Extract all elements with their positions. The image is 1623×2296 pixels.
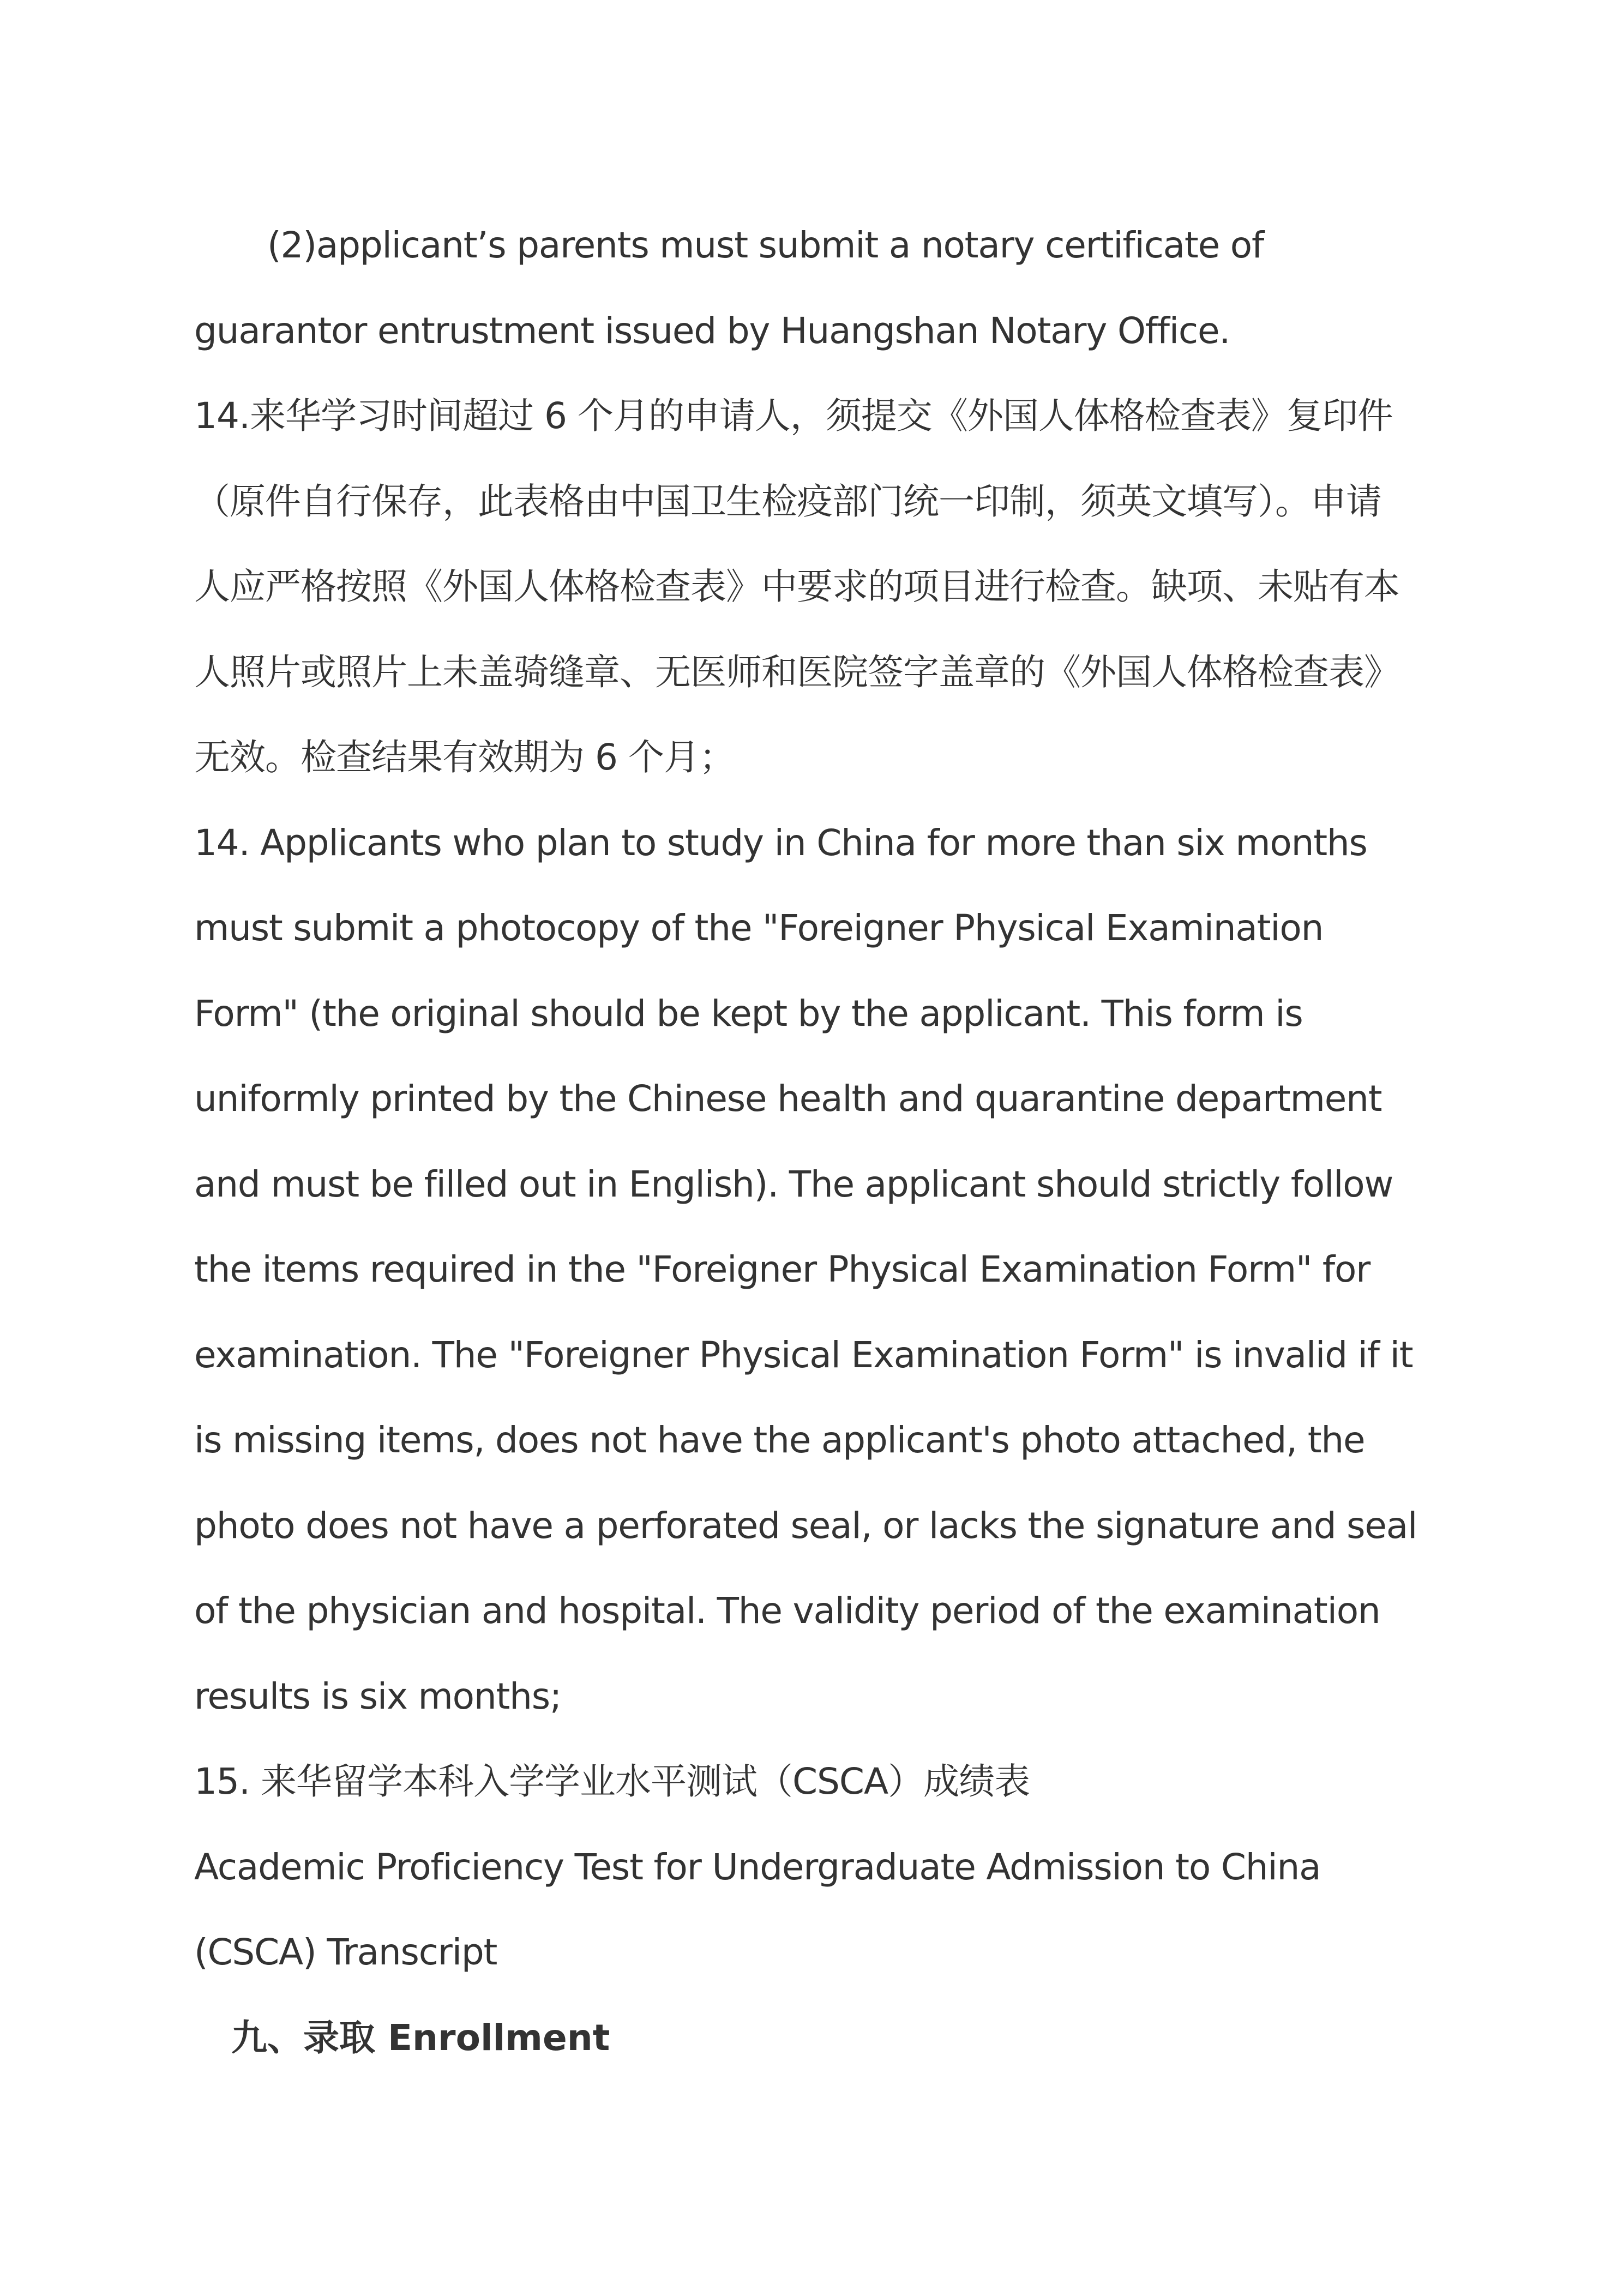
paragraph-line: must submit a photocopy of the "Foreigner Physical Examination <box>194 907 1324 949</box>
paragraph-line: guarantor entrustment issued by Huangshan Notary Office. <box>194 309 1230 352</box>
item-15-chinese-title: 15. 来华留学本科入学学业水平测试（CSCA）成绩表 <box>194 1760 1030 1802</box>
paragraph-line: Form" (the original should be kept by the applicant. This form is <box>194 992 1303 1035</box>
paragraph-line: 无效。检查结果有效期为 6 个月； <box>194 736 735 778</box>
paragraph-line: photo does not have a perforated seal, or lacks the signature and seal <box>194 1504 1417 1547</box>
item-14-english-paragraph <box>194 801 1448 1740</box>
paragraph-line: the items required in the "Foreigner Physical Examination Form" for <box>194 1248 1370 1290</box>
document-body <box>194 203 1448 2081</box>
paragraph-line: examination. The "Foreigner Physical Examination Form" is invalid if it <box>194 1333 1413 1376</box>
item-15-english-title-line: (CSCA) Transcript <box>194 1931 497 1973</box>
paragraph-line: results is six months; <box>194 1675 561 1717</box>
item-14-chinese-paragraph <box>194 374 1448 801</box>
item-15-english-title-line: Academic Proficiency Test for Undergraduate Admission to China <box>194 1846 1321 1888</box>
item-13-2-paragraph <box>194 203 1448 374</box>
section-heading-text: 九、录取 Enrollment <box>231 2016 610 2059</box>
paragraph-line: uniformly printed by the Chinese health and quarantine department <box>194 1078 1382 1120</box>
paragraph-line: 人照片或照片上未盖骑缝章、无医师和医院签字盖章的《外国人体格检查表》 <box>194 651 1399 693</box>
item-15-paragraph <box>194 1739 1448 1996</box>
paragraph-line: is missing items, does not have the applicant's photo attached, the <box>194 1419 1365 1461</box>
paragraph-line: （原件自行保存，此表格由中国卫生检疫部门统一印制，须英文填写）。申请 <box>194 480 1381 522</box>
paragraph-line: (2)applicant’s parents must submit a notary certificate of <box>267 224 1264 266</box>
paragraph-line: of the physician and hospital. The validity period of the examination <box>194 1590 1380 1632</box>
section-9-heading <box>194 1996 1448 2081</box>
paragraph-line: 人应严格按照《外国人体格检查表》中要求的项目进行检查。缺项、未贴有本 <box>194 566 1399 608</box>
paragraph-line: 14.来华学习时间超过 6 个月的申请人，须提交《外国人体格检查表》复印件 <box>194 395 1393 437</box>
paragraph-line: and must be filled out in English). The applicant should strictly follow <box>194 1163 1393 1205</box>
paragraph-line: 14. Applicants who plan to study in China for more than six months <box>194 821 1367 864</box>
